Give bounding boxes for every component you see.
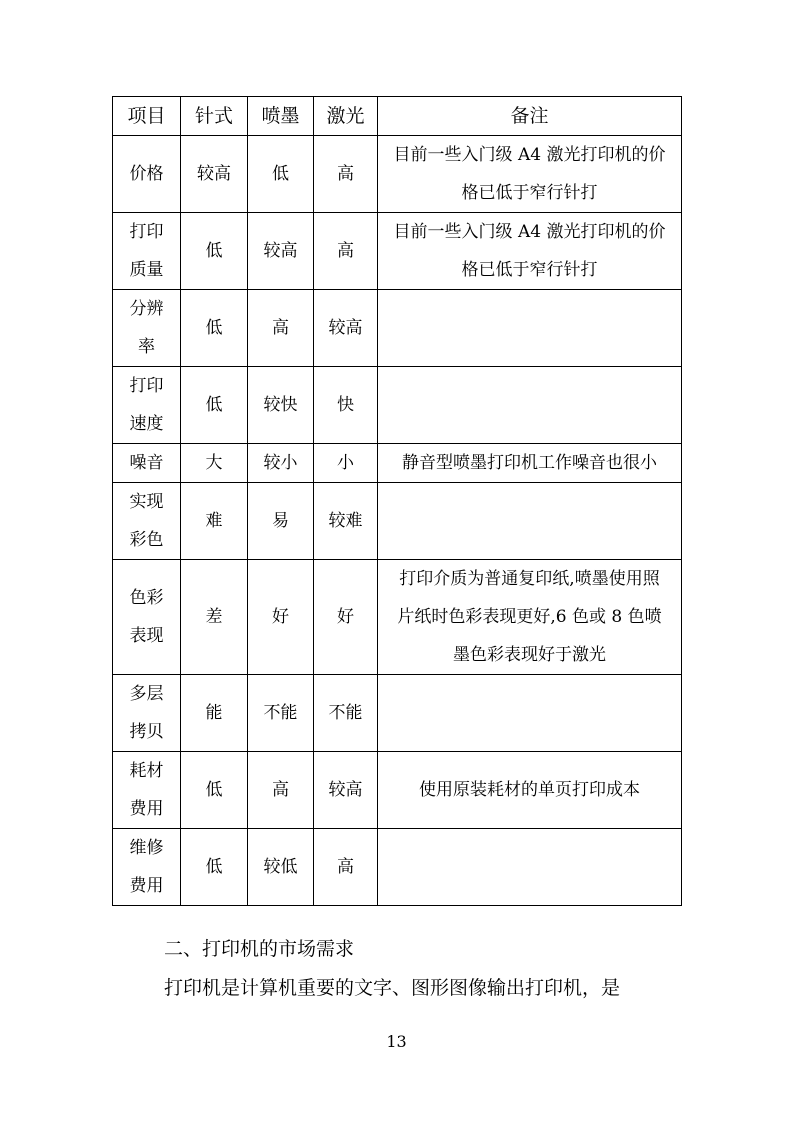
cell-item-line: 费用 [129, 876, 164, 896]
cell-inkjet: 高 [248, 290, 314, 367]
cell-dot-matrix: 低 [181, 752, 248, 829]
cell-item-line: 率 [138, 337, 155, 357]
section-heading: 二、打印机的市场需求 [164, 938, 355, 960]
printer-comparison-table [112, 96, 682, 906]
cell-inkjet: 较小 [248, 444, 314, 483]
cell-item [113, 560, 181, 675]
cell-note [378, 444, 682, 483]
cell-note-line: 目前一些入门级 A4 激光打印机的价 [393, 145, 666, 165]
cell-note-line: 格已低于窄行针打 [461, 260, 598, 280]
cell-item-line: 表现 [129, 626, 164, 646]
page-number: 13 [386, 1032, 407, 1051]
cell-laser: 高 [314, 829, 378, 906]
table-row [113, 675, 682, 752]
cell-laser: 较高 [314, 290, 378, 367]
cell-item-line: 质量 [129, 260, 164, 280]
cell-note-line: 墨色彩表现好于激光 [453, 645, 606, 665]
cell-note [378, 675, 682, 752]
cell-item [113, 444, 181, 483]
cell-dot-matrix: 低 [181, 290, 248, 367]
cell-note-line: 格已低于窄行针打 [461, 183, 598, 203]
cell-item-line: 费用 [129, 799, 164, 819]
cell-item [113, 829, 181, 906]
header-dot-matrix: 针式 [181, 97, 248, 136]
cell-note-line: 打印介质为普通复印纸,喷墨使用照 [399, 569, 660, 589]
cell-inkjet: 较快 [248, 367, 314, 444]
cell-dot-matrix: 能 [181, 675, 248, 752]
cell-laser: 快 [314, 367, 378, 444]
cell-dot-matrix: 低 [181, 213, 248, 290]
cell-inkjet: 较高 [248, 213, 314, 290]
cell-dot-matrix: 低 [181, 367, 248, 444]
cell-item-line: 实现 [129, 492, 164, 512]
cell-item-line: 打印 [129, 222, 164, 242]
cell-note [378, 752, 682, 829]
table-row [113, 136, 682, 213]
cell-item-line: 噪音 [129, 453, 164, 473]
cell-item-line: 色彩 [129, 588, 164, 608]
header-note: 备注 [378, 97, 682, 136]
cell-inkjet: 不能 [248, 675, 314, 752]
cell-item [113, 752, 181, 829]
cell-note-line: 静音型喷墨打印机工作噪音也很小 [402, 453, 657, 473]
cell-note [378, 367, 682, 444]
table-row [113, 290, 682, 367]
cell-laser: 不能 [314, 675, 378, 752]
table-row [113, 483, 682, 560]
cell-laser: 较高 [314, 752, 378, 829]
cell-note-line: 片纸时色彩表现更好,6 色或 8 色喷 [397, 607, 662, 627]
cell-inkjet: 高 [248, 752, 314, 829]
cell-item-line: 价格 [129, 164, 164, 184]
table-row [113, 367, 682, 444]
table-body [113, 136, 682, 906]
cell-dot-matrix: 难 [181, 483, 248, 560]
cell-item [113, 290, 181, 367]
cell-item-line: 多层 [129, 684, 164, 704]
cell-item-line: 打印 [129, 376, 164, 396]
table-row [113, 213, 682, 290]
cell-inkjet: 易 [248, 483, 314, 560]
cell-laser: 好 [314, 560, 378, 675]
cell-inkjet: 较低 [248, 829, 314, 906]
cell-dot-matrix: 低 [181, 829, 248, 906]
cell-note [378, 560, 682, 675]
cell-item-line: 速度 [129, 414, 164, 434]
table-row [113, 444, 682, 483]
cell-item-line: 彩色 [129, 530, 164, 550]
cell-inkjet: 好 [248, 560, 314, 675]
cell-note-line: 目前一些入门级 A4 激光打印机的价 [393, 222, 666, 242]
cell-note [378, 483, 682, 560]
header-laser: 激光 [314, 97, 378, 136]
cell-note-line: 使用原装耗材的单页打印成本 [419, 780, 640, 800]
cell-note [378, 829, 682, 906]
table-row [113, 560, 682, 675]
cell-laser: 高 [314, 136, 378, 213]
cell-item [113, 213, 181, 290]
cell-item [113, 136, 181, 213]
cell-laser: 高 [314, 213, 378, 290]
header-inkjet: 喷墨 [248, 97, 314, 136]
cell-item [113, 367, 181, 444]
cell-note [378, 290, 682, 367]
cell-item [113, 483, 181, 560]
table-header-row [113, 97, 682, 136]
cell-dot-matrix: 差 [181, 560, 248, 675]
cell-item-line: 分辨 [129, 299, 164, 319]
cell-item [113, 675, 181, 752]
cell-laser: 小 [314, 444, 378, 483]
cell-item-line: 维修 [129, 838, 164, 858]
cell-note [378, 136, 682, 213]
cell-laser: 较难 [314, 483, 378, 560]
table-row [113, 829, 682, 906]
cell-dot-matrix: 较高 [181, 136, 248, 213]
cell-inkjet: 低 [248, 136, 314, 213]
header-item: 项目 [113, 97, 181, 136]
cell-item-line: 拷贝 [129, 722, 164, 742]
cell-item-line: 耗材 [129, 761, 164, 781]
cell-dot-matrix: 大 [181, 444, 248, 483]
body-paragraph: 打印机是计算机重要的文字、图形图像输出打印机，是 [164, 977, 621, 999]
table-row [113, 752, 682, 829]
cell-note [378, 213, 682, 290]
